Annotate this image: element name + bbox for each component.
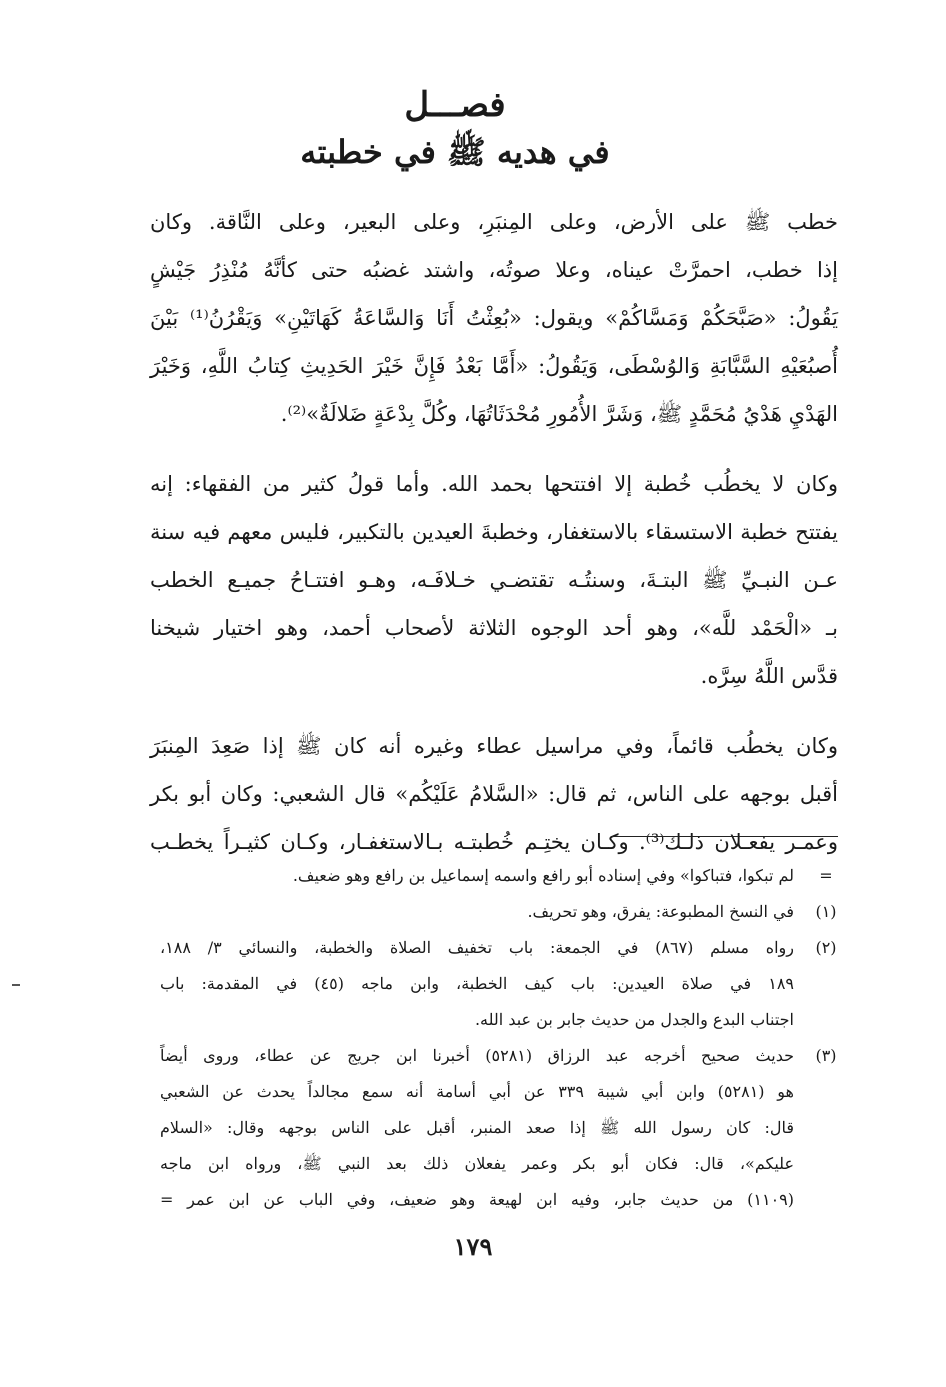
footnote-line: اجتناب البدع والجدل من حديث جابر بن عبد الله. <box>474 1010 794 1029</box>
footnote-line: هو (٥٢٨١) وابن أبي شيبة ٣٣٩ عن أبي أسامة أنه سمع مجالداً يحدث عن الشعبي <box>160 1082 794 1101</box>
footnote-text <box>160 1038 794 1218</box>
footnote-text <box>160 930 794 1038</box>
footnote-marker: (٣) <box>815 1046 837 1065</box>
section-title: فصـــل <box>404 85 506 125</box>
scan-mark <box>12 984 20 986</box>
text-line: الهَدْيِ هَدْيُ مُحَمَّدٍ ﷺ، وَشَرَّ الأُمُورِ مُحْدَثَاتُهَا، وكُلَّ بِدْعَةٍ ضَلالَةٌ»⁽²⁾. <box>280 402 838 426</box>
footnote-text <box>160 894 794 930</box>
footnote-line: رواه مسلم (٨٦٧) في الجمعة: باب تخفيف الصلاة والخطبة، والنسائي ٣/ ١٨٨، <box>160 938 795 957</box>
footnote-text <box>160 858 794 894</box>
text-line: وعمـر يفعـلان ذلـك⁽³⁾. وكـان يختِـم خُطبتـه بـالاستغفـار، وكـان كثيـراً يخطـب <box>150 830 838 854</box>
footnote-line: حديث صحيح أخرجه عبد الرزاق (٥٢٨١) أخبرنا ابن جريج عن عطاء، وروى أيضاً <box>160 1046 794 1065</box>
footnote-line: في النسخ المطبوعة: يفرق، وهو تحريف. <box>527 902 794 921</box>
footnotes <box>160 858 846 1218</box>
footnote <box>160 858 846 894</box>
text-line: بـ «الْحَمْد للَّه»، وهو أحد الوجوه الثلاثة لأصحاب أحمد، وهو اختيار شيخنا <box>150 616 838 640</box>
footnote-marker: (٢) <box>815 938 837 957</box>
footnote-marker: = <box>819 866 833 885</box>
text-line: أقبل بوجهه على الناس، ثم قال: «السَّلامُ عَلَيْكُم» قال الشعبي: وكان أبو بكر <box>150 782 838 806</box>
text-line: قدَّس اللَّهُ سِرَّه. <box>700 664 838 688</box>
footnote-line: قال: كان رسول الله ﷺ إذا صعد المنبر، أقبل على الناس بوجهه وقال: «السلام <box>160 1118 794 1137</box>
text-line: خطب ﷺ على الأرض، وعلى المِنبَرِ، وعلى البعير، وعلى النَّاقة. وكان <box>150 210 838 234</box>
footnote-line: عليكم»، قال: فكان أبو بكر وعمر يفعلان ذلك بعد النبي ﷺ، ورواه ابن ماجه <box>160 1154 794 1173</box>
text-line: أُصبُعَيْهِ السَّبَّابَةِ وَالوُسْطَى، وَيَقُولُ: «أَمَّا بَعْدُ فَإِنَّ خَيْرَ الحَدِيثِ كِتابُ اللَّهِ، وَخَيْرَ <box>150 354 838 378</box>
page-number: ١٧٩ <box>453 1232 493 1261</box>
footnote <box>160 894 846 930</box>
paragraph <box>150 198 838 438</box>
footnote-line: (١١٠٩) من حديث جابر، وفيه ابن لهيعة وهو ضعيف، وفي الباب عن ابن عمر = <box>160 1190 794 1209</box>
section-subtitle: في هديه ﷺ في خطبته <box>300 133 610 171</box>
paragraph <box>150 460 838 700</box>
text-line: وكان لا يخطُب خُطبة إلا افتتحها بحمد الله. وأما قولُ كثير من الفقهاء: إنه <box>150 472 838 496</box>
footnote-line: ١٨٩ في صلاة العيدين: باب كيف الخطبة، وابن ماجه (٤٥) في المقدمة: باب <box>160 974 794 993</box>
text-line: وكان يخطُب قائماً، وفي مراسيل عطاء وغيره أنه كان ﷺ إذا صَعِدَ المِنبَرَ <box>150 734 838 758</box>
text-line: يفتتح خطبة الاستسقاء بالاستغفار، وخطبةَ العيدين بالتكبير، فليس معهم فيه سنة <box>150 520 838 544</box>
text-line: يَقُولُ: «صَبَّحَكُمْ وَمَسَّاكُمْ» ويقول: «بُعِثْتُ أَنَا وَالسَّاعَةُ كَهَاتَيْنِ» وَيَقْرُنُ⁽¹⁾ بَيْنَ <box>150 306 838 330</box>
footnote <box>160 930 846 1038</box>
footnote-divider <box>612 836 838 837</box>
text-line: إذا خطب، احمرَّتْ عيناه، وعلا صوتُه، واشتد غضبُه حتى كأنَّهُ مُنْذِرُ جَيْشٍ <box>150 258 838 282</box>
text-line: عـن النبـيِّ ﷺ البتـةَ، وسنتُـه تقتضـي خـلافَـه، وهـو افتتـاحُ جميـع الخطب <box>150 568 838 592</box>
section-heading <box>160 82 750 176</box>
paragraph <box>150 722 838 866</box>
footnote-line: لم تبكوا، فتباكوا» وفي إسناده أبو رافع واسمه إسماعيل بن رافع وهو ضعيف. <box>292 866 794 885</box>
main-text <box>150 198 838 866</box>
footnote <box>160 1038 846 1218</box>
footnote-marker: (١) <box>815 902 837 921</box>
